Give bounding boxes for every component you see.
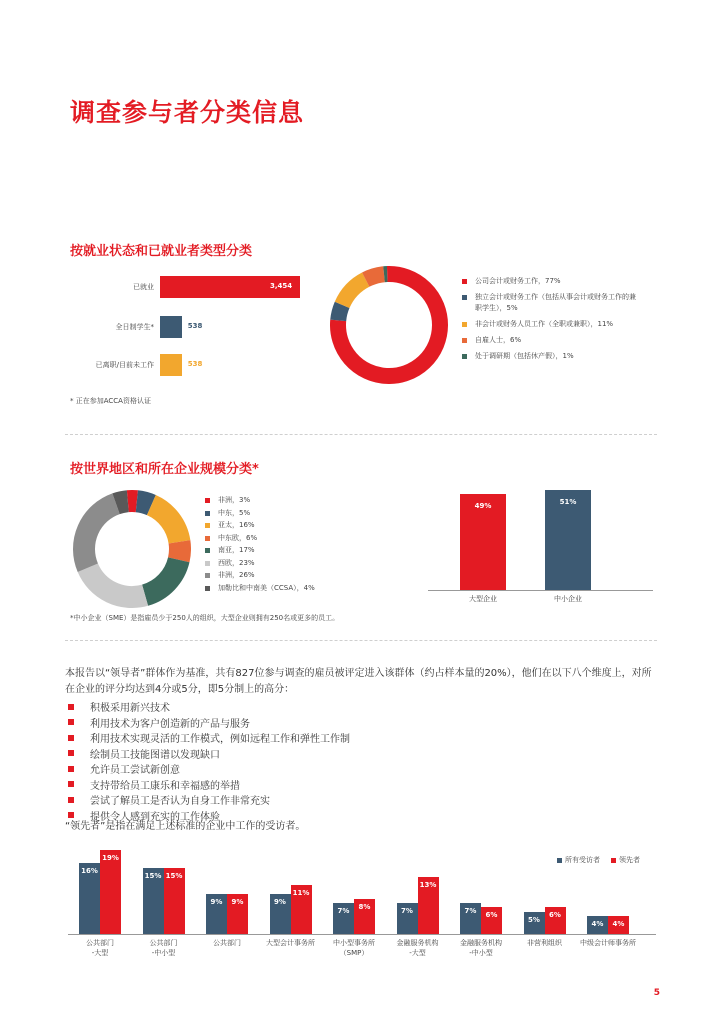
bottom-legend-item [557,855,600,866]
legend-swatch [205,536,210,541]
criteria-item [68,777,240,792]
sector-bar-value: 4% [591,920,604,929]
sector-bar-value: 9% [274,898,286,907]
employment-bar-label: 已离职/目前未工作 [95,361,154,369]
criteria-text: 提供令人感到充实的工作体验 [90,811,220,823]
legend-swatch [462,295,467,300]
bullet-marker [68,766,74,772]
legend-label: 中东，5% [218,508,251,517]
employment-bar-value: 538 [187,322,203,330]
sector-bar-value: 6% [485,911,498,920]
legend-label: 西欧，23% [218,558,255,567]
sector-bar-value: 16% [81,867,98,876]
employment-bar-value: 3,454 [270,282,293,290]
legend-label: 独立会计或财务工作（包括从事会计或财务工作的兼职学生），5% [475,293,636,312]
employment-type-slice [342,280,366,305]
sector-label: 公共部门 -大型 [86,939,114,957]
sector-label: 金融服务机构 -中小型 [460,939,502,957]
legend-label: 领先者 [619,856,640,864]
closing-text: “领先者”是指在满足上述标准的企业中工作的受访者。 [65,821,306,832]
criteria-item [68,730,350,745]
region-legend-item [205,520,365,531]
sector-label: 中级会计师事务所 [580,939,636,947]
bullet-marker [68,735,74,741]
section-title-employment: 按就业状态和已就业者类型分类 [70,244,253,259]
section2-footnote: *中小企业（SME）是指雇员少于250人的组织，大型企业则拥有250名或更多的员工。 [70,614,340,622]
sector-label: 公共部门 [213,939,241,947]
criteria-text: 尝试了解员工是否认为自身工作非常充实 [90,796,270,807]
criteria-text: 绘制员工技能图谱以发现缺口 [90,749,220,761]
bullet-marker [68,750,74,756]
sector-bar-value: 4% [612,920,625,929]
legend-label: 自雇人士，6% [475,336,522,344]
employment-type-slice [366,274,384,279]
bullet-marker [68,812,74,818]
employment-type-legend-item [462,335,642,346]
bottom-chart-axis [68,934,656,935]
criteria-text: 允许员工尝试新创意 [90,765,180,776]
legend-label: 南亚，17% [218,546,255,554]
criteria-item [68,746,220,761]
legend-label: 非会计或财务人员工作（全职或兼职），11% [475,320,614,328]
legend-swatch [205,498,210,503]
criteria-item [68,761,180,776]
sector-bar-value: 19% [102,854,119,862]
sector-label: 公共部门 -中小型 [149,939,178,957]
sector-label: 金融服务机构 -大型 [396,939,439,957]
employment-bar [160,316,182,338]
criteria-item [68,792,270,807]
legend-swatch [557,858,562,863]
employment-type-legend-item [462,319,642,330]
bottom-legend-item [611,855,640,866]
intro-paragraph: 本报告以“领导者”群体作为基准，共有827位参与调查的雇员被评定进入该群体（约占样本量的20%），他们在以下八个维度上，对所在企业的评分均达到4分或5分，即5分制上的高分： [65,668,652,695]
sector-bar-value: 7% [337,907,350,916]
region-slice [88,568,145,597]
legend-swatch [205,573,210,578]
region-legend-item [205,533,365,544]
legend-swatch [205,548,210,553]
sector-bar [100,850,121,934]
sector-bar-value: 5% [528,915,540,924]
employment-type-slice [338,305,342,320]
employment-type-legend-item [462,276,642,287]
section-title-region: 按世界地区和所在企业规模分类* [70,462,259,477]
size-bar-label: 大型企业 [469,595,497,603]
legend-label: 加勒比和中南美（CCSA），4% [218,583,315,592]
region-legend-item [205,545,365,556]
size-chart-axis [428,590,653,591]
region-legend-item [205,570,365,581]
size-bar-value: 49% [474,501,492,510]
bullet-marker [68,781,74,787]
region-legend-item [205,495,365,506]
legend-swatch [205,523,210,528]
criteria-text: 利用技术为客户创造新的产品与服务 [90,718,250,730]
criteria-text: 支持带给员工康乐和幸福感的举措 [90,780,240,792]
employment-bar-label: 已就业 [133,283,154,291]
legend-label: 非洲，3% [218,496,251,504]
sector-bar-value: 9% [231,898,244,907]
sector-label: 中小型事务所 （SMP） [333,939,375,957]
sector-label: 非营利组织 [527,939,562,947]
legend-swatch [205,511,210,516]
divider [65,640,657,641]
size-bar-label: 中小企业 [554,595,582,603]
legend-swatch [205,561,210,566]
legend-swatch [462,279,467,284]
page-title: 调查参与者分类信息 [70,98,305,127]
sector-label: 大型会计事务所 [266,939,315,947]
region-legend-item [205,583,365,594]
criteria-text: 积极采用新兴技术 [90,703,170,714]
region-slice [145,560,179,595]
legend-label: 中东欧，6% [218,533,258,542]
sector-bar-value: 7% [464,907,477,916]
legend-swatch [205,586,210,591]
sector-bar-value: 13% [419,880,437,889]
sector-bar-value: 9% [210,898,223,907]
sector-bar-value: 11% [292,889,310,898]
employment-type-donut [330,266,448,384]
divider [65,434,657,435]
region-slice [116,501,128,504]
employment-bar [160,354,182,376]
legend-label: 公司会计或财务工作，77% [475,277,561,285]
legend-label: 亚太，16% [218,521,255,529]
criteria-text: 利用技术实现灵活的工作模式，例如远程工作和弹性工作制 [90,734,350,745]
region-slice [137,501,152,505]
region-slice [179,542,180,560]
region-legend-item [205,508,365,519]
bullet-marker [68,719,74,725]
region-slice [84,504,116,568]
bullet-marker [68,797,74,803]
criteria-item [68,699,170,714]
sector-bar-value: 6% [549,911,561,920]
legend-swatch [462,322,467,327]
sector-bar-value: 15% [165,871,183,880]
region-legend-item [205,558,365,569]
employment-bar-label: 全日制学生* [115,323,154,331]
sector-bar-value: 7% [401,907,413,916]
legend-label: 所有受访者 [565,856,600,864]
legend-label: 非洲，26% [218,571,255,579]
legend-swatch [462,338,467,343]
bullet-marker [68,704,74,710]
legend-swatch [611,858,616,863]
page-number: 5 [653,988,660,998]
section1-footnote: * 正在参加ACCA资格认证 [70,397,151,405]
sector-bar-value: 8% [358,902,371,911]
legend-swatch [462,354,467,359]
employment-bar-value: 538 [187,360,203,368]
employment-type-legend-item [462,351,642,362]
legend-label: 处于调研期（包括休产假），1% [475,352,574,360]
region-slice [151,505,179,542]
region-donut [73,490,191,608]
criteria-item [68,715,250,730]
employment-type-legend-item [462,292,642,314]
sector-bar-value: 15% [144,871,162,880]
size-bar-value: 51% [559,498,577,506]
